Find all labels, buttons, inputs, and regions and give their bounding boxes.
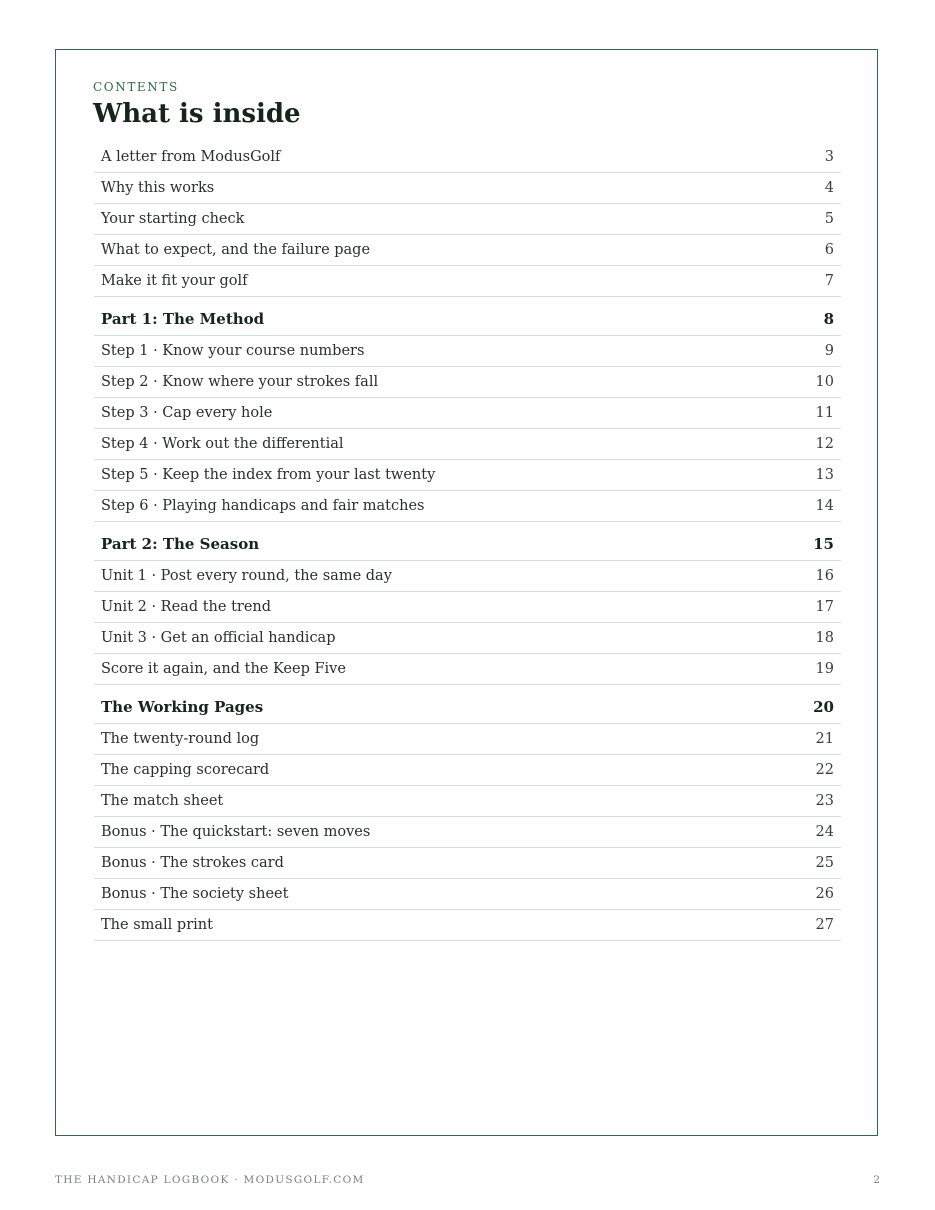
page-title: What is inside [93, 99, 301, 129]
toc-entry[interactable] [94, 491, 841, 522]
toc-entry-page: 6 [824, 242, 834, 258]
toc-entry-page: 26 [815, 886, 834, 902]
toc-entry[interactable] [94, 910, 841, 941]
toc-entry-page: 22 [815, 762, 834, 778]
toc-entry[interactable] [94, 367, 841, 398]
toc-part-heading[interactable] [94, 297, 841, 336]
toc-entry-page: 20 [813, 698, 834, 716]
toc-entry-label: Unit 3 · Get an official handicap [101, 630, 336, 646]
toc-entry[interactable] [94, 336, 841, 367]
toc-entry[interactable] [94, 173, 841, 204]
toc-entry[interactable] [94, 755, 841, 786]
toc-entry-label: Step 3 · Cap every hole [101, 405, 273, 421]
toc-entry-label: Bonus · The strokes card [101, 855, 284, 871]
toc-entry-page: 4 [824, 180, 834, 196]
toc-entry-label: The twenty-round log [101, 731, 260, 747]
toc-entry-label: Unit 2 · Read the trend [101, 599, 272, 615]
toc-entry[interactable] [94, 398, 841, 429]
toc-entry-label: What to expect, and the failure page [101, 242, 371, 258]
toc-entry-page: 8 [823, 310, 834, 328]
toc-entry-label: Step 4 · Work out the differential [101, 436, 344, 452]
toc-entry[interactable] [94, 848, 841, 879]
toc-entry-label: Step 2 · Know where your strokes fall [101, 374, 379, 390]
toc-entry[interactable] [94, 142, 841, 173]
toc-entry-page: 27 [815, 917, 834, 933]
toc-entry[interactable] [94, 724, 841, 755]
toc-entry[interactable] [94, 204, 841, 235]
toc-entry[interactable] [94, 460, 841, 491]
footer-page-number: 2 [873, 1174, 880, 1186]
toc-entry-label: Score it again, and the Keep Five [101, 661, 346, 677]
toc-part-heading[interactable] [94, 685, 841, 724]
toc-entry-label: Step 6 · Playing handicaps and fair matches [101, 498, 425, 514]
toc-entry-page: 9 [824, 343, 834, 359]
toc-entry[interactable] [94, 654, 841, 685]
footer-running-title: THE HANDICAP LOGBOOK · MODUSGOLF.COM [55, 1174, 365, 1186]
toc-entry-page: 10 [815, 374, 834, 390]
toc-entry-label: The capping scorecard [101, 762, 270, 778]
toc-entry-page: 18 [815, 630, 834, 646]
toc-entry-page: 21 [815, 731, 834, 747]
toc-entry-page: 14 [815, 498, 834, 514]
toc-entry-page: 19 [815, 661, 834, 677]
toc-entry-label: The small print [101, 917, 213, 933]
toc-entry-page: 16 [815, 568, 834, 584]
toc-entry-page: 13 [815, 467, 834, 483]
toc-entry[interactable] [94, 879, 841, 910]
toc-entry-page: 12 [815, 436, 834, 452]
toc-entry-page: 23 [815, 793, 834, 809]
toc-entry[interactable] [94, 561, 841, 592]
toc-entry-page: 25 [815, 855, 834, 871]
toc-entry-page: 15 [813, 535, 834, 553]
toc-entry-label: A letter from ModusGolf [101, 149, 281, 165]
section-eyebrow: CONTENTS [93, 80, 179, 94]
toc-entry[interactable] [94, 235, 841, 266]
toc-entry[interactable] [94, 429, 841, 460]
toc-entry-label: Step 1 · Know your course numbers [101, 343, 365, 359]
toc-entry-label: Your starting check [101, 211, 245, 227]
toc-entry[interactable] [94, 786, 841, 817]
toc-entry[interactable] [94, 266, 841, 297]
toc-entry[interactable] [94, 592, 841, 623]
toc-entry-label: Why this works [101, 180, 215, 196]
toc-entry[interactable] [94, 817, 841, 848]
toc-entry-label: Unit 1 · Post every round, the same day [101, 568, 392, 584]
toc-entry-page: 5 [824, 211, 834, 227]
toc-entry-page: 11 [815, 405, 834, 421]
table-of-contents [94, 142, 841, 941]
toc-entry-label: The Working Pages [101, 698, 264, 716]
toc-entry-page: 24 [815, 824, 834, 840]
toc-entry-label: Bonus · The quickstart: seven moves [101, 824, 371, 840]
toc-entry-label: Part 1: The Method [101, 310, 265, 328]
toc-entry-page: 7 [824, 273, 834, 289]
toc-entry-page: 17 [815, 599, 834, 615]
toc-entry-label: Make it fit your golf [101, 273, 248, 289]
toc-entry-page: 3 [824, 149, 834, 165]
toc-entry[interactable] [94, 623, 841, 654]
toc-entry-label: Part 2: The Season [101, 535, 260, 553]
toc-part-heading[interactable] [94, 522, 841, 561]
toc-entry-label: Step 5 · Keep the index from your last twenty [101, 467, 436, 483]
toc-entry-label: Bonus · The society sheet [101, 886, 289, 902]
toc-entry-label: The match sheet [101, 793, 224, 809]
